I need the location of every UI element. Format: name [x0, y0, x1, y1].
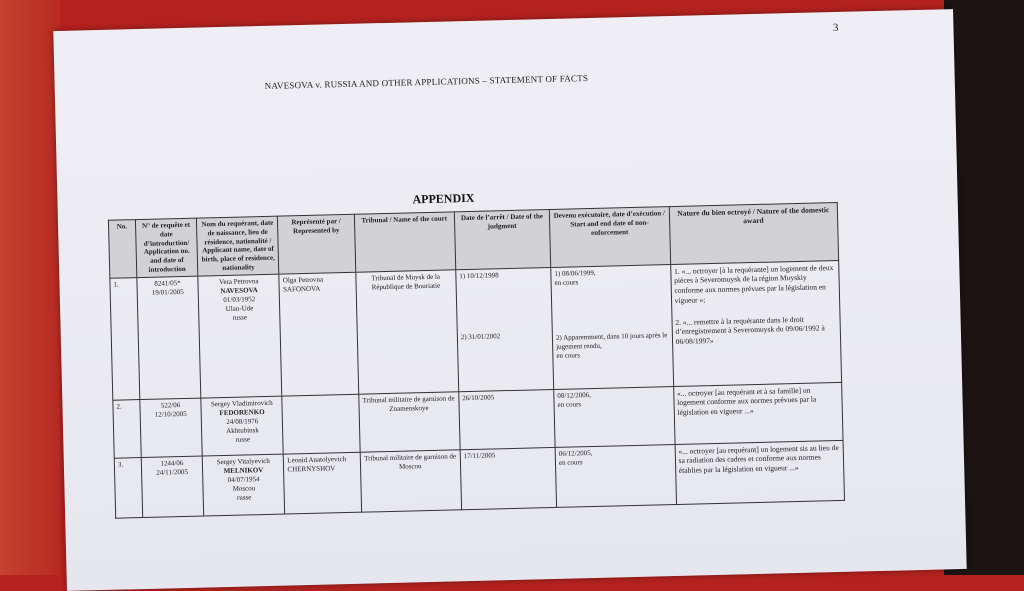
row-no: 3.	[114, 457, 142, 518]
table-row	[110, 260, 842, 400]
applicant-residence: Moscou	[232, 484, 256, 493]
applicant-nationality: russe	[232, 313, 248, 322]
enforcement-date-1: 08/12/2006,	[557, 390, 592, 400]
judgment-date-cell: 17/11/2005	[460, 447, 557, 509]
appendix-table	[108, 202, 845, 518]
judgment-date-cell: 26/10/2005	[459, 389, 556, 449]
page-number: 3	[832, 21, 839, 35]
application-date: 12/10/2005	[154, 409, 187, 419]
applicant-nationality: russe	[235, 435, 251, 444]
appendix-title: APPENDIX	[412, 190, 475, 207]
application-cell	[137, 276, 202, 399]
enforcement-status-1: en cours	[554, 277, 579, 287]
representative-cell	[282, 394, 360, 454]
red-background-left	[0, 0, 60, 575]
applicant-residence: Akhtubinsk	[226, 425, 259, 435]
enforcement-cell	[555, 444, 676, 507]
representative-cell: Olga Petrovna SAFONOVA	[279, 272, 358, 396]
header-award: Nature du bien octroyé / Nature of the domestic award	[669, 202, 839, 264]
enforcement-cell	[554, 386, 675, 447]
award-cell	[670, 260, 841, 386]
applicant-residence: Ulan-Ude	[225, 304, 254, 313]
enforcement-status-2: en cours	[556, 351, 581, 360]
enforcement-status-1: en cours	[558, 457, 583, 467]
enforcement-status-1: en cours	[557, 399, 582, 409]
header-no: No.	[108, 220, 136, 278]
court-cell: Tribunal militaire de garnison de Moscou	[360, 449, 462, 511]
enforcement-date-1: 06/12/2005,	[558, 448, 593, 458]
applicant-cell	[198, 274, 282, 398]
award-cell: «... octroyer [au requérant] un logement sis au lieu de sa radiation des cadres et conforme aux normes établies par la législation en vigueur ...»	[675, 440, 845, 504]
application-number: 522/06	[160, 400, 181, 410]
applicant-given-names: Vera Petrovna	[219, 276, 259, 286]
court-cell: Tribunal de Muysk de la République de Bouriatie	[355, 269, 458, 393]
header-applicant: Nom du requérant, date de naissance, lieu de résidence, nationalité / Applicant name, date of birth, place of residence, nationality	[197, 216, 279, 275]
award-cell: «... octroyer [au requérant et à sa famille] un logement conforme aux normes prévues par la législation en vigueur ...»	[673, 382, 843, 444]
application-date: 19/01/2005	[151, 287, 184, 297]
header-enforcement: Devenu exécutoire, date d’exécution / Start and end date of non-enforcement	[549, 207, 670, 267]
applicant-birth-date: 01/03/1952	[223, 294, 256, 304]
applicant-cell	[203, 454, 285, 516]
applicant-given-names: Sergey Vladimirovich	[210, 398, 273, 408]
award-text-1: 1. «... octroyer [à la requérante] un logement de deux pièces à Severomuysk de la région Muyskiy conforme aux normes prévues par la législation en vigueur »;	[673, 262, 834, 305]
enforcement-date-2: 2) Apparemment, dans 10 jours après le jugement rendu,	[555, 330, 668, 351]
applicant-birth-date: 04/07/1954	[227, 474, 260, 484]
applicant-surname: FEDORENKO	[219, 407, 265, 417]
document-page	[53, 9, 966, 591]
application-number: 8241/05*	[154, 278, 181, 288]
representative-cell: Leonid Anatolyevich CHERNYSHOV	[284, 452, 362, 514]
application-number: 1244/06	[160, 458, 184, 468]
applicant-given-names: Sergey Vitalyevich	[216, 456, 270, 466]
page-header: NAVESOVA v. RUSSIA AND OTHER APPLICATIONS – STATEMENT OF FACTS	[264, 73, 589, 91]
enforcement-cell	[551, 264, 674, 389]
application-date: 24/11/2005	[156, 467, 189, 477]
enforcement-date-1: 1) 08/06/1999,	[554, 268, 596, 278]
header-application: N° de requête et date d’introduction/ Application no. and date of introduction	[135, 218, 198, 277]
award-text-2: 2. «... remettre à la requérante dans le droit d’enregistrement à Severomuysk du 09/06/1992 à 06/08/1997»	[675, 314, 825, 346]
judgment-date-1: 1) 10/12/1998	[459, 270, 499, 280]
applicant-birth-date: 24/08/1976	[226, 416, 259, 426]
applicant-surname: MELNIKOV	[223, 465, 264, 475]
judgment-date-2: 2) 31/01/2002	[460, 331, 501, 341]
court-cell: Tribunal militaire de garnison de Znamenskoye	[358, 391, 460, 451]
header-representative: Représenté par / Represented by	[278, 214, 356, 273]
judgment-date-cell	[456, 267, 554, 391]
application-cell	[141, 456, 204, 517]
applicant-surname: NAVESOVA	[220, 285, 258, 295]
row-no: 2.	[113, 399, 141, 458]
applicant-cell	[201, 396, 283, 456]
header-court: Tribunal / Name of the court	[354, 212, 456, 272]
header-judgment-date: Date de l’arrêt / Date of the judgment	[454, 210, 551, 270]
applicant-nationality: russe	[236, 493, 252, 502]
application-cell	[139, 398, 202, 457]
row-no: 1.	[110, 277, 140, 400]
